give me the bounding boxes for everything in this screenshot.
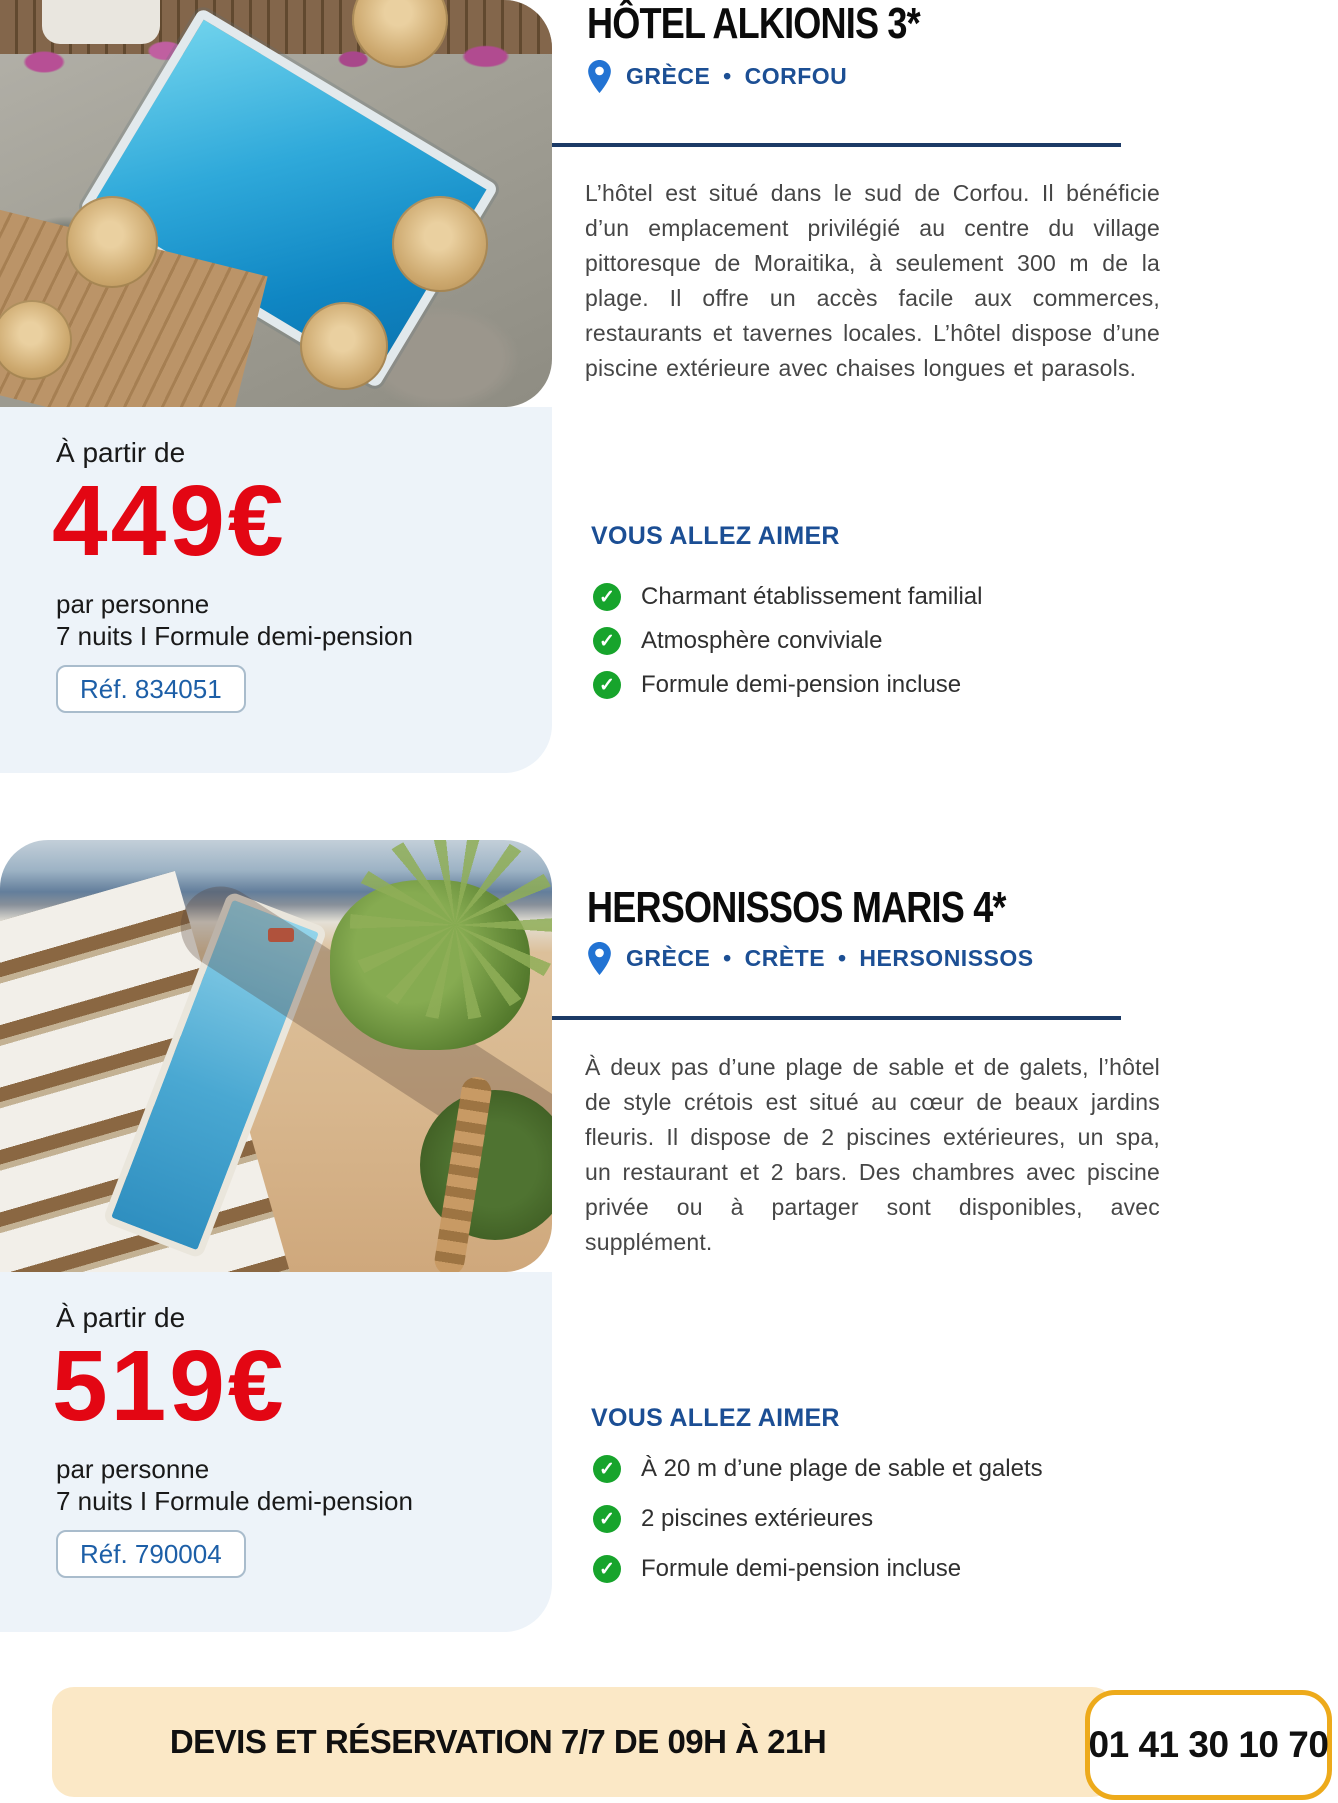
like-item [593, 624, 982, 658]
hotel-description: À deux pas d’une plage de sable et de galets, l’hôtel de style crétois est situé au cœur de beaux jardins fleuris. Il dispose de 2 piscines extérieures, un spa, un restaurant et 2 bars. Des chambres avec piscine privée ou à partager sont disponibles, avec supplément. [585, 1054, 1160, 1255]
footer-cta-text: DEVIS ET RÉSERVATION 7/7 DE 09H À 21H [169, 1723, 827, 1760]
hotel-photo-hersonissos[interactable] [0, 840, 552, 1272]
hotel-photo-alkionis[interactable] [0, 0, 552, 407]
red-roof-shape [268, 928, 294, 942]
price-prefix: À partir de [56, 437, 186, 468]
price-panel [0, 1272, 552, 1632]
price-unit: par personne [56, 1454, 210, 1484]
title-divider [552, 1016, 1121, 1020]
price-details: 7 nuits I Formule demi-pension [56, 621, 413, 651]
like-text: 2 piscines extérieures [641, 1505, 874, 1532]
price-value: 449€ [52, 465, 287, 577]
location-text: GRÈCE • CRÈTE • HERSONISSOS [626, 945, 1034, 971]
like-item [593, 668, 982, 702]
likes-list [593, 1452, 1043, 1602]
hotel-title[interactable]: HÔTEL ALKIONIS 3* [587, 0, 920, 48]
like-item [593, 1502, 1043, 1536]
like-item [593, 1452, 1043, 1486]
check-icon [593, 583, 621, 611]
hotel-title[interactable]: HERSONISSOS MARIS 4* [587, 883, 1006, 932]
parasol-icon [66, 196, 158, 288]
location-pin-icon [587, 60, 612, 93]
like-item [593, 1552, 1043, 1586]
likes-list [593, 580, 982, 712]
offer-column [585, 840, 1160, 1640]
price-unit: par personne [56, 589, 210, 619]
likes-title: VOUS ALLEZ AIMER [591, 522, 840, 550]
reference-badge: Réf. 834051 [56, 665, 246, 713]
parasol-icon [300, 302, 388, 390]
location-row [587, 60, 847, 93]
phone-box[interactable] [1085, 1690, 1332, 1800]
like-text: Formule demi-pension incluse [641, 1555, 962, 1582]
price-panel [0, 407, 552, 773]
parasol-icon [392, 196, 488, 292]
footer-cta-bar [52, 1687, 1114, 1797]
check-icon [593, 1555, 621, 1583]
price-prefix: À partir de [56, 1302, 186, 1333]
like-text: Charmant établissement familial [641, 583, 983, 610]
like-text: Atmosphère conviviale [641, 627, 883, 654]
reference-badge: Réf. 790004 [56, 1530, 246, 1578]
location-pin-icon [587, 942, 612, 975]
price-value: 519€ [52, 1330, 287, 1442]
offer-column [585, 0, 1160, 780]
phone-number: 01 41 30 10 70 [1088, 1724, 1329, 1765]
check-icon [593, 627, 621, 655]
like-item [593, 580, 982, 614]
price-details: 7 nuits I Formule demi-pension [56, 1486, 413, 1516]
check-icon [593, 1455, 621, 1483]
like-text: Formule demi-pension incluse [641, 671, 962, 698]
check-icon [593, 1505, 621, 1533]
title-divider [552, 143, 1121, 147]
hotel-description: L’hôtel est situé dans le sud de Corfou. Il bénéficie d’un emplacement privilégié au centre du village pittoresque de Moraitika, à seulement 300 m de la plage. Il offre un accès facile aux commerces, restaurants et tavernes locales. L’hôtel dispose d’une piscine extérieure avec chaises longues et parasols. [585, 180, 1160, 381]
like-text: À 20 m d’une plage de sable et galets [641, 1455, 1043, 1482]
location-text: GRÈCE • CORFOU [626, 63, 848, 89]
check-icon [593, 671, 621, 699]
likes-title: VOUS ALLEZ AIMER [591, 1404, 840, 1432]
location-row [587, 942, 1034, 975]
